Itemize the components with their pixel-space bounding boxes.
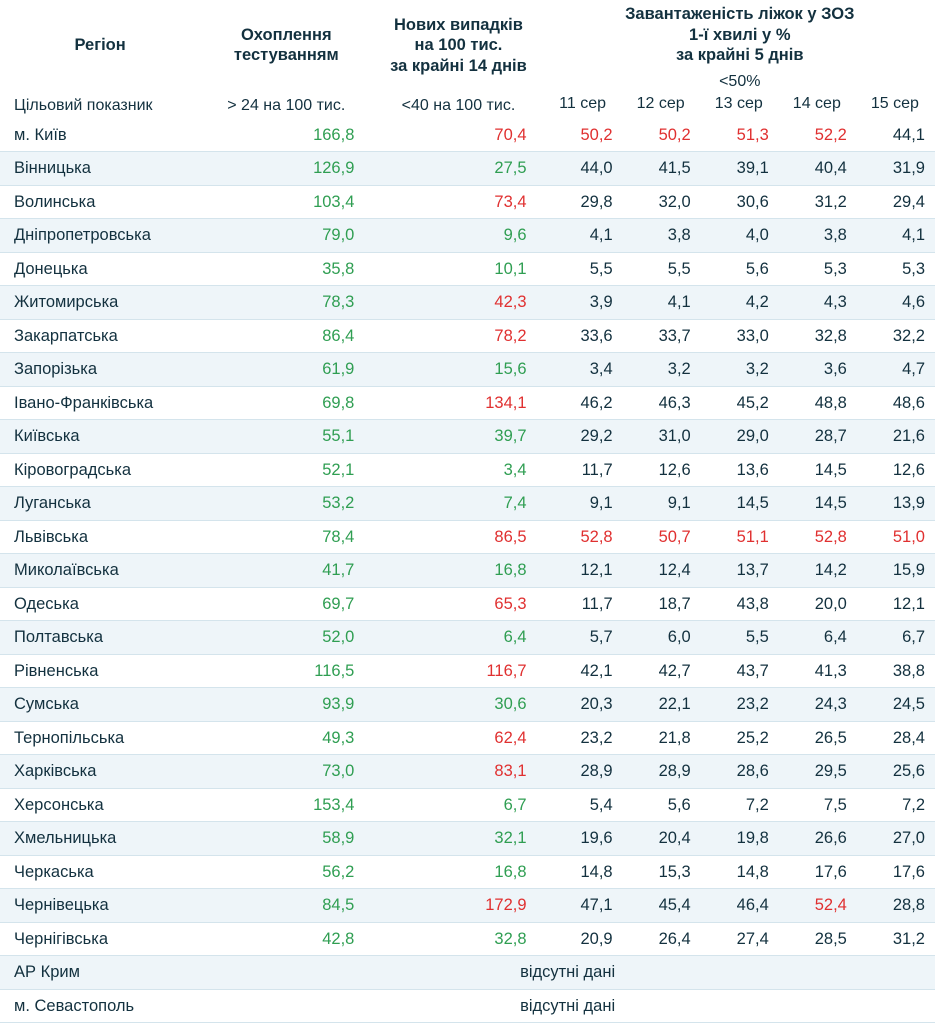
row-bed-occupancy-day-4: 17,6 (779, 855, 857, 889)
row-bed-occupancy-day-2: 5,6 (623, 788, 701, 822)
header-date-2: 12 сер (636, 94, 685, 112)
row-bed-occupancy-day-3: 43,8 (701, 587, 779, 621)
row-bed-occupancy-day-3: 23,2 (701, 688, 779, 722)
row-testing-coverage: 153,4 (200, 788, 372, 822)
row-bed-occupancy-day-4: 40,4 (779, 152, 857, 186)
table-row (0, 587, 935, 621)
row-testing-coverage: 103,4 (200, 185, 372, 219)
row-bed-occupancy-day-1: 3,4 (545, 353, 623, 387)
row-testing-coverage: 93,9 (200, 688, 372, 722)
row-bed-occupancy-day-5: 28,4 (857, 721, 935, 755)
row-bed-occupancy-day-5: 48,6 (857, 386, 935, 420)
header-testing-line1: Охоплення (240, 25, 332, 44)
row-bed-occupancy-day-5: 38,8 (857, 654, 935, 688)
row-bed-occupancy-day-4: 3,6 (779, 353, 857, 387)
row-region-label: Київська (0, 420, 200, 454)
row-region-label: Миколаївська (0, 554, 200, 588)
header-target-label: Цільовий показник (14, 96, 153, 114)
row-bed-occupancy-day-3: 29,0 (701, 420, 779, 454)
row-region-label: Тернопільська (0, 721, 200, 755)
row-new-cases: 86,5 (372, 520, 544, 554)
row-new-cases: 172,9 (372, 889, 544, 923)
row-bed-occupancy-day-3: 46,4 (701, 889, 779, 923)
table-row (0, 453, 935, 487)
row-bed-occupancy-day-1: 14,8 (545, 855, 623, 889)
row-new-cases: 16,8 (372, 554, 544, 588)
row-bed-occupancy-day-2: 5,5 (623, 252, 701, 286)
row-testing-coverage: 78,3 (200, 286, 372, 320)
row-new-cases: 9,6 (372, 219, 544, 253)
row-bed-occupancy-day-1: 20,3 (545, 688, 623, 722)
table-row (0, 420, 935, 454)
row-new-cases: 16,8 (372, 855, 544, 889)
row-bed-occupancy-day-4: 24,3 (779, 688, 857, 722)
header-beds-line2: 1-ї хвилі у % (689, 25, 791, 44)
row-region-label: Донецька (0, 252, 200, 286)
row-bed-occupancy-day-1: 3,9 (545, 286, 623, 320)
row-bed-occupancy-day-3: 4,2 (701, 286, 779, 320)
row-bed-occupancy-day-2: 3,2 (623, 353, 701, 387)
row-region-label: Харківська (0, 755, 200, 789)
row-new-cases: 70,4 (372, 119, 544, 152)
row-bed-occupancy-day-3: 45,2 (701, 386, 779, 420)
row-bed-occupancy-day-1: 28,9 (545, 755, 623, 789)
row-bed-occupancy-day-3: 25,2 (701, 721, 779, 755)
row-region-label: м. Севастополь (0, 989, 200, 1023)
row-bed-occupancy-day-2: 12,4 (623, 554, 701, 588)
row-bed-occupancy-day-4: 20,0 (779, 587, 857, 621)
row-bed-occupancy-day-1: 42,1 (545, 654, 623, 688)
row-region-label: Кіровоградська (0, 453, 200, 487)
row-bed-occupancy-day-5: 31,9 (857, 152, 935, 186)
row-bed-occupancy-day-3: 5,6 (701, 252, 779, 286)
row-testing-coverage: 35,8 (200, 252, 372, 286)
row-testing-coverage: 53,2 (200, 487, 372, 521)
row-bed-occupancy-day-1: 29,2 (545, 420, 623, 454)
row-bed-occupancy-day-4: 52,8 (779, 520, 857, 554)
row-new-cases: 65,3 (372, 587, 544, 621)
table-row (0, 688, 935, 722)
row-bed-occupancy-day-5: 51,0 (857, 520, 935, 554)
row-region-label: АР Крим (0, 956, 200, 990)
row-bed-occupancy-day-4: 41,3 (779, 654, 857, 688)
row-testing-coverage: 166,8 (200, 119, 372, 152)
header-target-new-cases: <40 на 100 тис. (401, 96, 516, 114)
row-region-label: Чернігівська (0, 922, 200, 956)
row-no-data: відсутні дані (200, 989, 935, 1023)
header-beds-threshold: <50% (719, 72, 761, 90)
row-bed-occupancy-day-1: 47,1 (545, 889, 623, 923)
table-row (0, 755, 935, 789)
header-target-row (0, 93, 935, 119)
row-new-cases: 6,4 (372, 621, 544, 655)
header-titles-row (0, 0, 935, 72)
header-date-5: 15 сер (870, 94, 919, 112)
header-date-3: 13 сер (714, 94, 763, 112)
row-testing-coverage: 56,2 (200, 855, 372, 889)
row-bed-occupancy-day-3: 19,8 (701, 822, 779, 856)
row-testing-coverage: 69,8 (200, 386, 372, 420)
row-bed-occupancy-day-3: 33,0 (701, 319, 779, 353)
row-bed-occupancy-day-5: 12,6 (857, 453, 935, 487)
row-bed-occupancy-day-1: 52,8 (545, 520, 623, 554)
table-row (0, 922, 935, 956)
row-bed-occupancy-day-5: 17,6 (857, 855, 935, 889)
row-bed-occupancy-day-1: 29,8 (545, 185, 623, 219)
row-bed-occupancy-day-1: 9,1 (545, 487, 623, 521)
row-bed-occupancy-day-4: 31,2 (779, 185, 857, 219)
row-bed-occupancy-day-2: 15,3 (623, 855, 701, 889)
row-new-cases: 10,1 (372, 252, 544, 286)
header-new-cases-line3: за крайні 14 днів (390, 56, 527, 75)
row-bed-occupancy-day-5: 27,0 (857, 822, 935, 856)
row-bed-occupancy-day-4: 26,6 (779, 822, 857, 856)
row-bed-occupancy-day-4: 28,7 (779, 420, 857, 454)
row-bed-occupancy-day-2: 42,7 (623, 654, 701, 688)
row-bed-occupancy-day-3: 14,5 (701, 487, 779, 521)
row-new-cases: 73,4 (372, 185, 544, 219)
row-bed-occupancy-day-5: 4,7 (857, 353, 935, 387)
row-bed-occupancy-day-1: 46,2 (545, 386, 623, 420)
row-bed-occupancy-day-2: 22,1 (623, 688, 701, 722)
row-bed-occupancy-day-4: 32,8 (779, 319, 857, 353)
table-row (0, 520, 935, 554)
row-bed-occupancy-day-4: 14,5 (779, 487, 857, 521)
row-bed-occupancy-day-1: 11,7 (545, 453, 623, 487)
header-region: Регіон (74, 36, 126, 55)
table-row (0, 487, 935, 521)
row-region-label: Сумська (0, 688, 200, 722)
header-target-testing: > 24 на 100 тис. (227, 96, 346, 114)
row-bed-occupancy-day-2: 50,2 (623, 119, 701, 152)
row-bed-occupancy-day-5: 31,2 (857, 922, 935, 956)
row-new-cases: 7,4 (372, 487, 544, 521)
row-new-cases: 83,1 (372, 755, 544, 789)
row-bed-occupancy-day-2: 50,7 (623, 520, 701, 554)
row-region-label: Полтавська (0, 621, 200, 655)
row-bed-occupancy-day-5: 28,8 (857, 889, 935, 923)
row-bed-occupancy-day-1: 11,7 (545, 587, 623, 621)
row-bed-occupancy-day-2: 45,4 (623, 889, 701, 923)
row-bed-occupancy-day-2: 26,4 (623, 922, 701, 956)
row-testing-coverage: 73,0 (200, 755, 372, 789)
row-region-label: Житомирська (0, 286, 200, 320)
row-region-label: Вінницька (0, 152, 200, 186)
table-row (0, 152, 935, 186)
row-bed-occupancy-day-4: 7,5 (779, 788, 857, 822)
row-bed-occupancy-day-1: 5,4 (545, 788, 623, 822)
row-bed-occupancy-day-4: 14,5 (779, 453, 857, 487)
row-bed-occupancy-day-4: 52,2 (779, 119, 857, 152)
table-row (0, 721, 935, 755)
table-row (0, 386, 935, 420)
row-bed-occupancy-day-2: 18,7 (623, 587, 701, 621)
row-testing-coverage: 116,5 (200, 654, 372, 688)
row-testing-coverage: 126,9 (200, 152, 372, 186)
row-bed-occupancy-day-4: 28,5 (779, 922, 857, 956)
table-row (0, 185, 935, 219)
header-testing-coverage (200, 0, 372, 93)
row-bed-occupancy-day-2: 12,6 (623, 453, 701, 487)
row-new-cases: 62,4 (372, 721, 544, 755)
row-bed-occupancy-day-3: 4,0 (701, 219, 779, 253)
row-region-label: Луганська (0, 487, 200, 521)
row-new-cases: 32,8 (372, 922, 544, 956)
row-bed-occupancy-day-1: 44,0 (545, 152, 623, 186)
row-bed-occupancy-day-2: 9,1 (623, 487, 701, 521)
row-bed-occupancy-day-3: 27,4 (701, 922, 779, 956)
row-bed-occupancy-day-1: 5,5 (545, 252, 623, 286)
row-bed-occupancy-day-3: 30,6 (701, 185, 779, 219)
row-bed-occupancy-day-1: 4,1 (545, 219, 623, 253)
row-testing-coverage: 41,7 (200, 554, 372, 588)
row-bed-occupancy-day-5: 44,1 (857, 119, 935, 152)
row-bed-occupancy-day-3: 3,2 (701, 353, 779, 387)
table-row (0, 319, 935, 353)
table-body (0, 119, 935, 1023)
table-row (0, 621, 935, 655)
row-bed-occupancy-day-4: 5,3 (779, 252, 857, 286)
row-bed-occupancy-day-2: 3,8 (623, 219, 701, 253)
row-bed-occupancy-day-4: 14,2 (779, 554, 857, 588)
row-bed-occupancy-day-3: 13,6 (701, 453, 779, 487)
header-new-cases-line2: на 100 тис. (414, 36, 503, 55)
row-bed-occupancy-day-3: 5,5 (701, 621, 779, 655)
row-new-cases: 32,1 (372, 822, 544, 856)
header-new-cases (372, 0, 544, 93)
row-region-label: Львівська (0, 520, 200, 554)
table-row (0, 286, 935, 320)
row-bed-occupancy-day-2: 20,4 (623, 822, 701, 856)
row-region-label: м. Київ (0, 119, 200, 152)
row-bed-occupancy-day-3: 7,2 (701, 788, 779, 822)
row-new-cases: 3,4 (372, 453, 544, 487)
row-bed-occupancy-day-2: 21,8 (623, 721, 701, 755)
row-new-cases: 30,6 (372, 688, 544, 722)
row-new-cases: 15,6 (372, 353, 544, 387)
row-bed-occupancy-day-2: 41,5 (623, 152, 701, 186)
row-bed-occupancy-day-5: 21,6 (857, 420, 935, 454)
row-testing-coverage: 55,1 (200, 420, 372, 454)
row-bed-occupancy-day-1: 33,6 (545, 319, 623, 353)
row-bed-occupancy-day-5: 15,9 (857, 554, 935, 588)
row-testing-coverage: 52,0 (200, 621, 372, 655)
table-row (0, 956, 935, 990)
row-region-label: Рівненська (0, 654, 200, 688)
row-bed-occupancy-day-1: 23,2 (545, 721, 623, 755)
row-bed-occupancy-day-3: 14,8 (701, 855, 779, 889)
row-region-label: Чернівецька (0, 889, 200, 923)
row-bed-occupancy-day-2: 33,7 (623, 319, 701, 353)
row-bed-occupancy-day-2: 32,0 (623, 185, 701, 219)
row-testing-coverage: 58,9 (200, 822, 372, 856)
row-bed-occupancy-day-5: 13,9 (857, 487, 935, 521)
row-bed-occupancy-day-2: 28,9 (623, 755, 701, 789)
row-bed-occupancy-day-5: 32,2 (857, 319, 935, 353)
row-region-label: Хмельницька (0, 822, 200, 856)
row-bed-occupancy-day-1: 20,9 (545, 922, 623, 956)
header-bed-occupancy (545, 0, 935, 72)
table-row (0, 252, 935, 286)
table-row (0, 654, 935, 688)
row-bed-occupancy-day-3: 51,1 (701, 520, 779, 554)
table-row (0, 822, 935, 856)
row-new-cases: 42,3 (372, 286, 544, 320)
row-bed-occupancy-day-3: 13,7 (701, 554, 779, 588)
row-region-label: Дніпропетровська (0, 219, 200, 253)
row-bed-occupancy-day-1: 5,7 (545, 621, 623, 655)
table-row (0, 554, 935, 588)
row-bed-occupancy-day-4: 48,8 (779, 386, 857, 420)
row-testing-coverage: 61,9 (200, 353, 372, 387)
row-new-cases: 6,7 (372, 788, 544, 822)
table-row (0, 788, 935, 822)
row-region-label: Закарпатська (0, 319, 200, 353)
row-bed-occupancy-day-3: 43,7 (701, 654, 779, 688)
row-region-label: Одеська (0, 587, 200, 621)
row-bed-occupancy-day-1: 50,2 (545, 119, 623, 152)
row-new-cases: 27,5 (372, 152, 544, 186)
header-date-1: 11 сер (559, 94, 607, 112)
row-testing-coverage: 79,0 (200, 219, 372, 253)
table-row (0, 889, 935, 923)
row-bed-occupancy-day-5: 29,4 (857, 185, 935, 219)
header-new-cases-line1: Нових випадків (393, 15, 523, 34)
row-bed-occupancy-day-4: 29,5 (779, 755, 857, 789)
table-row (0, 119, 935, 152)
row-bed-occupancy-day-5: 6,7 (857, 621, 935, 655)
row-no-data: відсутні дані (200, 956, 935, 990)
row-testing-coverage: 84,5 (200, 889, 372, 923)
row-bed-occupancy-day-2: 6,0 (623, 621, 701, 655)
row-bed-occupancy-day-5: 24,5 (857, 688, 935, 722)
row-bed-occupancy-day-4: 6,4 (779, 621, 857, 655)
row-testing-coverage: 78,4 (200, 520, 372, 554)
row-region-label: Івано-Франківська (0, 386, 200, 420)
row-bed-occupancy-day-3: 51,3 (701, 119, 779, 152)
row-new-cases: 116,7 (372, 654, 544, 688)
row-bed-occupancy-day-1: 12,1 (545, 554, 623, 588)
row-region-label: Черкаська (0, 855, 200, 889)
table-row (0, 855, 935, 889)
header-testing-line2: тестуванням (233, 46, 339, 65)
table-row (0, 219, 935, 253)
row-region-label: Запорізька (0, 353, 200, 387)
row-bed-occupancy-day-4: 3,8 (779, 219, 857, 253)
row-bed-occupancy-day-4: 52,4 (779, 889, 857, 923)
row-testing-coverage: 42,8 (200, 922, 372, 956)
header-beds-line3: за крайні 5 днів (676, 46, 804, 65)
row-new-cases: 39,7 (372, 420, 544, 454)
row-bed-occupancy-day-3: 39,1 (701, 152, 779, 186)
row-bed-occupancy-day-5: 12,1 (857, 587, 935, 621)
table-row (0, 989, 935, 1023)
row-testing-coverage: 69,7 (200, 587, 372, 621)
row-bed-occupancy-day-5: 4,6 (857, 286, 935, 320)
row-bed-occupancy-day-5: 7,2 (857, 788, 935, 822)
row-region-label: Херсонська (0, 788, 200, 822)
row-bed-occupancy-day-2: 4,1 (623, 286, 701, 320)
row-bed-occupancy-day-5: 25,6 (857, 755, 935, 789)
row-testing-coverage: 86,4 (200, 319, 372, 353)
row-new-cases: 134,1 (372, 386, 544, 420)
row-region-label: Волинська (0, 185, 200, 219)
row-testing-coverage: 49,3 (200, 721, 372, 755)
row-bed-occupancy-day-2: 31,0 (623, 420, 701, 454)
row-bed-occupancy-day-1: 19,6 (545, 822, 623, 856)
row-bed-occupancy-day-4: 26,5 (779, 721, 857, 755)
table-row (0, 353, 935, 387)
row-bed-occupancy-day-3: 28,6 (701, 755, 779, 789)
row-bed-occupancy-day-4: 4,3 (779, 286, 857, 320)
row-bed-occupancy-day-5: 4,1 (857, 219, 935, 253)
row-new-cases: 78,2 (372, 319, 544, 353)
header-date-4: 14 сер (792, 94, 841, 112)
table-header (0, 0, 935, 119)
row-bed-occupancy-day-2: 46,3 (623, 386, 701, 420)
row-bed-occupancy-day-5: 5,3 (857, 252, 935, 286)
header-beds-line1: Завантаженість ліжок у ЗОЗ (625, 5, 855, 23)
row-testing-coverage: 52,1 (200, 453, 372, 487)
